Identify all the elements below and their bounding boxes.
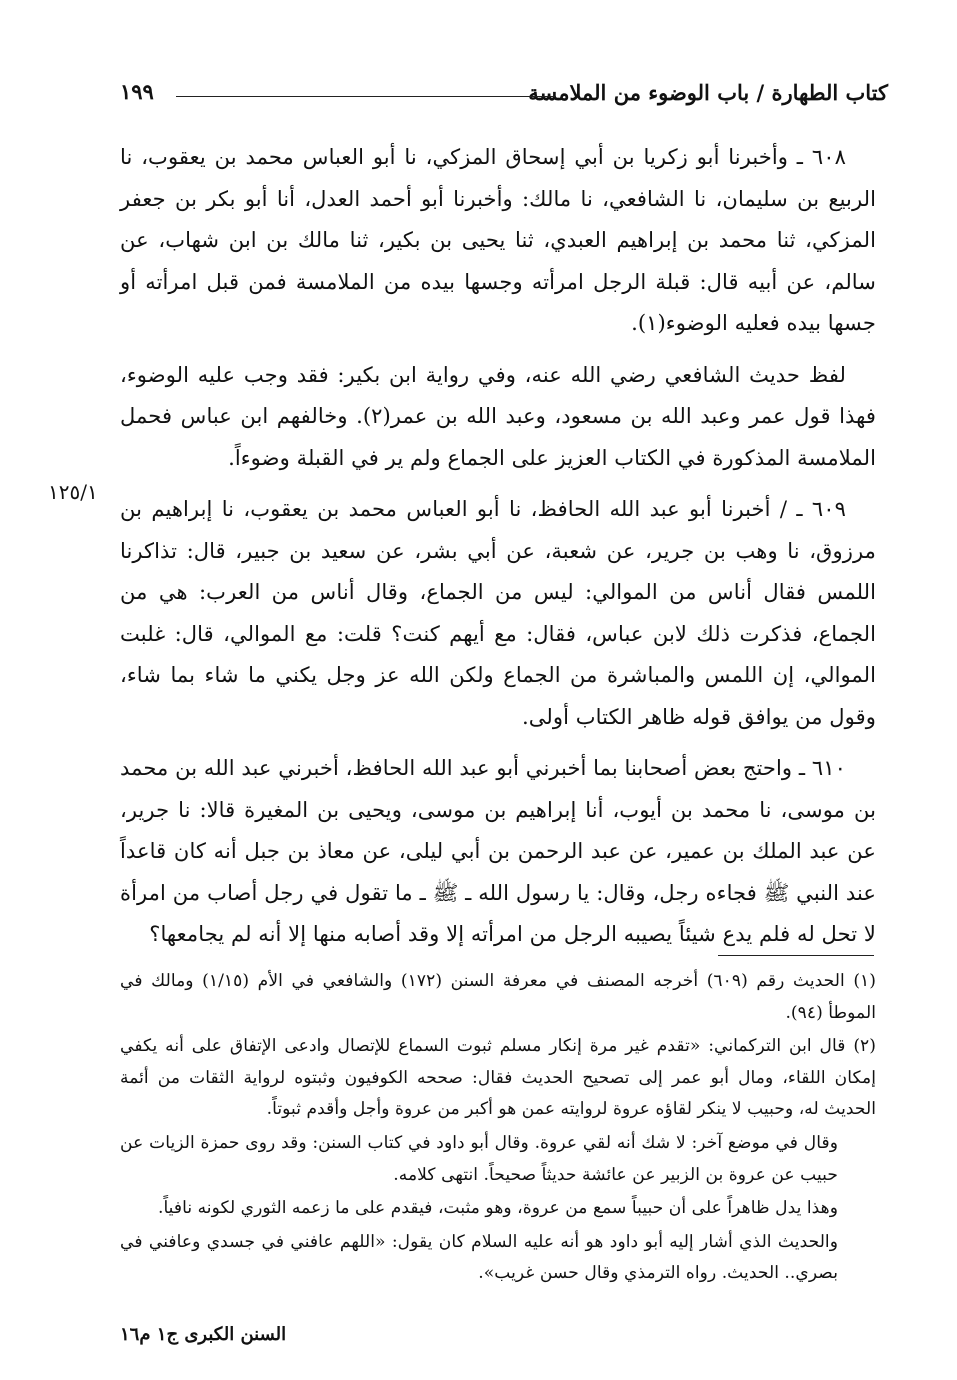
footnote-2-continuation: وهذا يدل ظاهراً على أن حبيباً سمع من عروة، وهو مثبت، فيقدم على ما زعمه الثوري لكونه نافياً. — [157, 1198, 838, 1219]
hadith-609: ٦٠٩ ـ / أخبرنا أبو عبد الله الحافظ، نا أبو العباس محمد بن يعقوب، نا إبراهيم بن مرزوق، نا وهب بن جرير، عن شعبة، عن أبي بشر، عن سعيد بن جبير، قال: تذاكرنا اللمس فقال أناس من الموالي: ليس من الجماع، وقال أناس من العرب: هي من الجماع، فذكرت ذلك لابن عباس، فقال: مع أيهم كنت؟ قلت: مع الموالي، قال: غلبت الموالي، إن اللمس والمباشرة من الجماع ولكن الله عز وجل يكني ما شاء بما شاء، وقول من يوافق قوله ظاهر الكتاب أولى. — [120, 496, 876, 729]
footnote-2-continuation: وقال في موضع آخر: لا شك أنه لقي عروة. وقال أبو داود في كتاب السنن: وقد روى حمزة الزيات عن حبيب عن عروة بن الزبير عن عائشة حديثاً صحيحاً. انتهى كلامه. — [120, 1132, 838, 1185]
chapter-title: كتاب الطهارة / باب الوضوء من الملامسة — [528, 80, 888, 105]
running-header — [120, 78, 888, 114]
footnote-2: (٢) قال ابن التركماني: «تقدم غير مرة إنكار مسلم ثبوت السماع للإتصال وادعى الإتفاق على أنه يكفي إمكان اللقاء، ومال أبو عمر إلى تصحيح الحديث فقال: صححه الكوفيون وثبتوه لرواية الثقات من أئمة الحديث له، وحبيب لا ينكر لقاؤه عروة لروايته عمن هو أكبر من عروة وأجل وأقدم ثبوتاً. — [120, 1036, 876, 1120]
footnote-2-continuation: والحديث الذي أشار إليه أبو داود هو أنه عليه السلام كان يقول: «اللهم عافني في جسدي وعافني في بصري.. الحديث. رواه الترمذي وقال حسن غريب». — [120, 1231, 839, 1284]
footnote-1: (١) الحديث رقم (٦٠٩) أخرجه المصنف في معرفة السنن (١٧٢) والشافعي في الأم (١/١٥) ومالك في الموطأ (٩٤). — [120, 971, 876, 1023]
margin-reference: ١٢٥/١ — [48, 480, 98, 504]
main-text — [120, 136, 876, 965]
commentary-paragraph: لفظ حديث الشافعي رضي الله عنه، وفي رواية ابن بكير: فقد وجب عليه الوضوء، فهذا قول عمر وعبد الله بن مسعود، وعبد الله بن عمر(٢). وخالفهم ابن عباس فحمل الملامسة المذكورة في الكتاب العزيز على الجماع ولم ير في القبلة وضوءاً. — [120, 361, 876, 470]
hadith-608: ٦٠٨ ـ وأخبرنا أبو زكريا بن أبي إسحاق المزكي، نا أبو العباس محمد بن يعقوب، نا الربيع بن سليمان، نا الشافعي، نا مالك: وأخبرنا أبو أحمد العدل، أنا أبو بكر بن جعفر المزكي، ثنا محمد بن إبراهيم العبدي، ثنا يحيى بن بكير، ثنا مالك بن ابن شهاب، عن سالم، عن أبيه قال: قبلة الرجل امرأته وجسها بيده من الملامسة فمن قبل امرأته أو جسها بيده فعليه الوضوء(١). — [120, 144, 876, 335]
footnotes — [120, 966, 876, 1292]
printer-signature: السنن الكبرى ج١ م١٦ — [120, 1324, 287, 1345]
hadith-610: ٦١٠ ـ واحتج بعض أصحابنا بما أخبرني أبو عبد الله الحافظ، أخبرني عبد الله بن محمد بن موسى، نا محمد بن أيوب، أنا إبراهيم بن موسى، ويحيى بن المغيرة قالا: نا جرير، عن عبد الملك بن عمير، عن عبد الرحمن بن أبي ليلى، عن معاذ بن جبل أنه كان قاعداً عند النبي ﷺ فجاءه رجل، وقال: يا رسول الله ـ ﷺ ـ ما تقول في رجل أصاب من امرأة لا تحل له فلم يدع شيئاً يصيبه الرجل من امرأته إلا وقد أصابه منها إلا أنه لم يجامعها؟ — [120, 755, 876, 946]
page-number: ١٩٩ — [120, 79, 154, 104]
header-rule — [176, 96, 556, 97]
footnote-rule — [718, 955, 874, 956]
